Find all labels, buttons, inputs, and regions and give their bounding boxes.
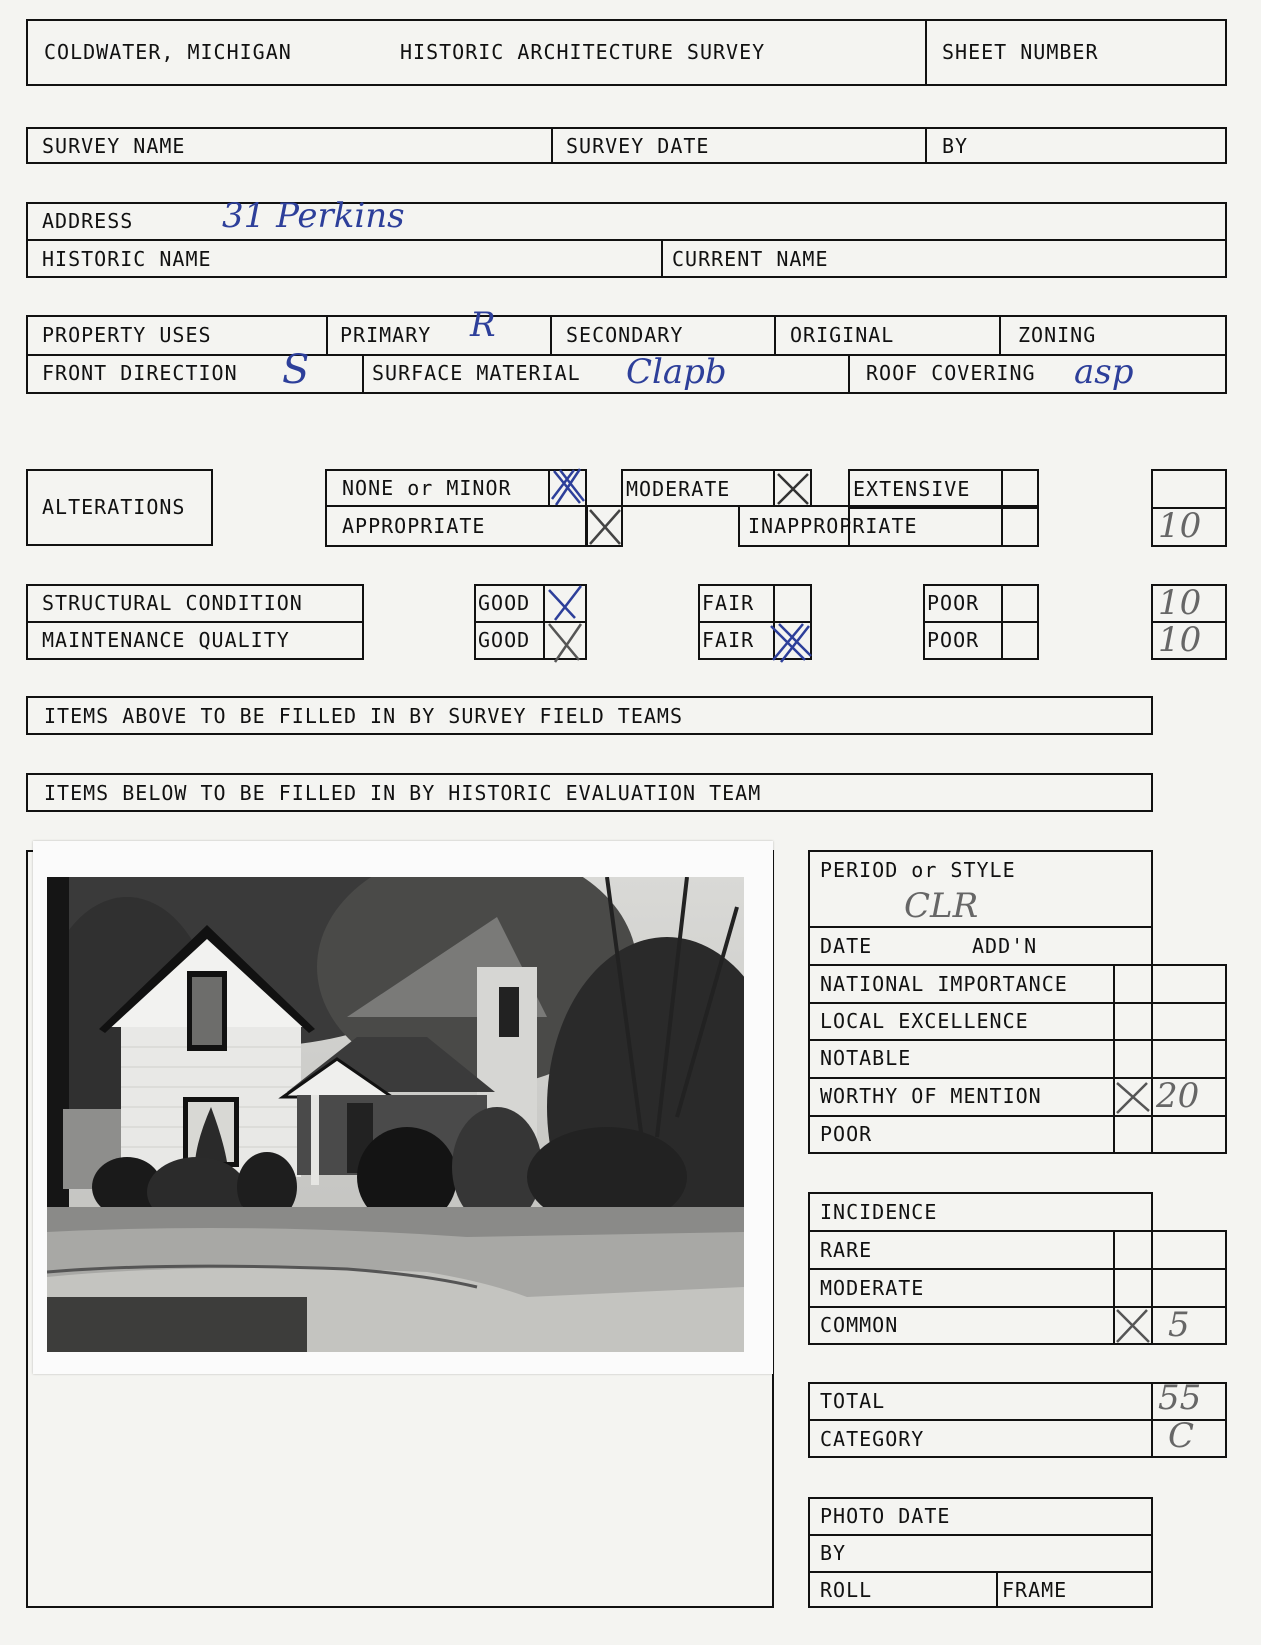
survey-date-label: SURVEY DATE xyxy=(566,134,710,158)
alterations-score: 10 xyxy=(1158,506,1202,546)
check-mark-appropriate xyxy=(587,507,623,547)
common-label: COMMON xyxy=(820,1313,899,1337)
surface-material-value: Clapb xyxy=(626,352,727,392)
inappropriate-label: INAPPROPRIATE xyxy=(748,514,918,538)
fair-label-structural: FAIR xyxy=(702,591,755,615)
period-style-label: PERIOD or STYLE xyxy=(820,858,1016,882)
period-style-value: CLR xyxy=(904,886,979,926)
survey-name-label: SURVEY NAME xyxy=(42,134,186,158)
house-photograph xyxy=(47,877,744,1352)
photo-date-label: PHOTO DATE xyxy=(820,1504,951,1528)
items-below-note: ITEMS BELOW TO BE FILLED IN BY HISTORIC EVALUATION TEAM xyxy=(44,781,762,805)
local-excellence-label: LOCAL EXCELLENCE xyxy=(820,1009,1029,1033)
check-mark-structural-good xyxy=(545,584,585,622)
city-label: COLDWATER, MICHIGAN xyxy=(44,40,292,64)
property-uses-label: PROPERTY USES xyxy=(42,323,212,347)
worthy-score: 20 xyxy=(1156,1076,1200,1116)
poor-label-maintenance: POOR xyxy=(927,628,980,652)
original-label: ORIGINAL xyxy=(790,323,895,347)
roof-covering-value: asp xyxy=(1074,352,1134,392)
check-mark-maintenance-good xyxy=(545,620,585,664)
category-label: CATEGORY xyxy=(820,1427,925,1451)
total-value: 55 xyxy=(1158,1378,1202,1418)
surface-material-label: SURFACE MATERIAL xyxy=(372,361,581,385)
secondary-label: SECONDARY xyxy=(566,323,684,347)
front-direction-value: S xyxy=(282,347,310,393)
survey-by-label: BY xyxy=(942,134,969,158)
eval-poor-label: POOR xyxy=(820,1122,873,1146)
common-score: 5 xyxy=(1168,1305,1190,1345)
good-label-maintenance: GOOD xyxy=(478,628,531,652)
current-name-label: CURRENT NAME xyxy=(672,247,829,271)
rare-label: RARE xyxy=(820,1238,873,1262)
incidence-label: INCIDENCE xyxy=(820,1200,938,1224)
national-importance-label: NATIONAL IMPORTANCE xyxy=(820,972,1068,996)
incidence-moderate-label: MODERATE xyxy=(820,1276,925,1300)
alterations-label: ALTERATIONS xyxy=(42,495,186,519)
address-value: 31 Perkins xyxy=(222,196,405,236)
structural-condition-label: STRUCTURAL CONDITION xyxy=(42,591,303,615)
roll-label: ROLL xyxy=(820,1578,873,1602)
front-direction-label: FRONT DIRECTION xyxy=(42,361,238,385)
frame-label: FRAME xyxy=(1002,1578,1068,1602)
none-minor-label: NONE or MINOR xyxy=(342,476,512,500)
addn-label: ADD'N xyxy=(972,934,1038,958)
zoning-label: ZONING xyxy=(1018,323,1097,347)
moderate-label: MODERATE xyxy=(626,477,731,501)
total-label: TOTAL xyxy=(820,1389,886,1413)
roof-covering-label: ROOF COVERING xyxy=(866,361,1036,385)
form-title: HISTORIC ARCHITECTURE SURVEY xyxy=(400,40,766,64)
sheet-number-label: SHEET NUMBER xyxy=(942,40,1099,64)
historic-name-label: HISTORIC NAME xyxy=(42,247,212,271)
photo-by-label: BY xyxy=(820,1541,847,1565)
poor-label-structural: POOR xyxy=(927,591,980,615)
maintenance-quality-label: MAINTENANCE QUALITY xyxy=(42,628,290,652)
primary-label: PRIMARY xyxy=(340,323,432,347)
extensive-label: EXTENSIVE xyxy=(853,477,971,501)
items-above-note: ITEMS ABOVE TO BE FILLED IN BY SURVEY FIELD TEAMS xyxy=(44,704,684,728)
structural-score: 10 xyxy=(1158,583,1202,623)
check-mark-maintenance-fair xyxy=(765,620,815,664)
check-mark-common xyxy=(1113,1306,1153,1346)
maintenance-score: 10 xyxy=(1158,620,1202,660)
address-label: ADDRESS xyxy=(42,209,134,233)
check-mark-none-minor xyxy=(550,467,586,507)
worthy-of-mention-label: WORTHY OF MENTION xyxy=(820,1084,1042,1108)
primary-value: R xyxy=(470,305,496,345)
appropriate-label: APPROPRIATE xyxy=(342,514,486,538)
good-label-structural: GOOD xyxy=(478,591,531,615)
check-mark-moderate xyxy=(775,471,811,507)
fair-label-maintenance: FAIR xyxy=(702,628,755,652)
check-mark-worthy xyxy=(1113,1079,1153,1115)
date-label: DATE xyxy=(820,934,873,958)
category-value: C xyxy=(1168,1416,1195,1456)
notable-label: NOTABLE xyxy=(820,1046,912,1070)
